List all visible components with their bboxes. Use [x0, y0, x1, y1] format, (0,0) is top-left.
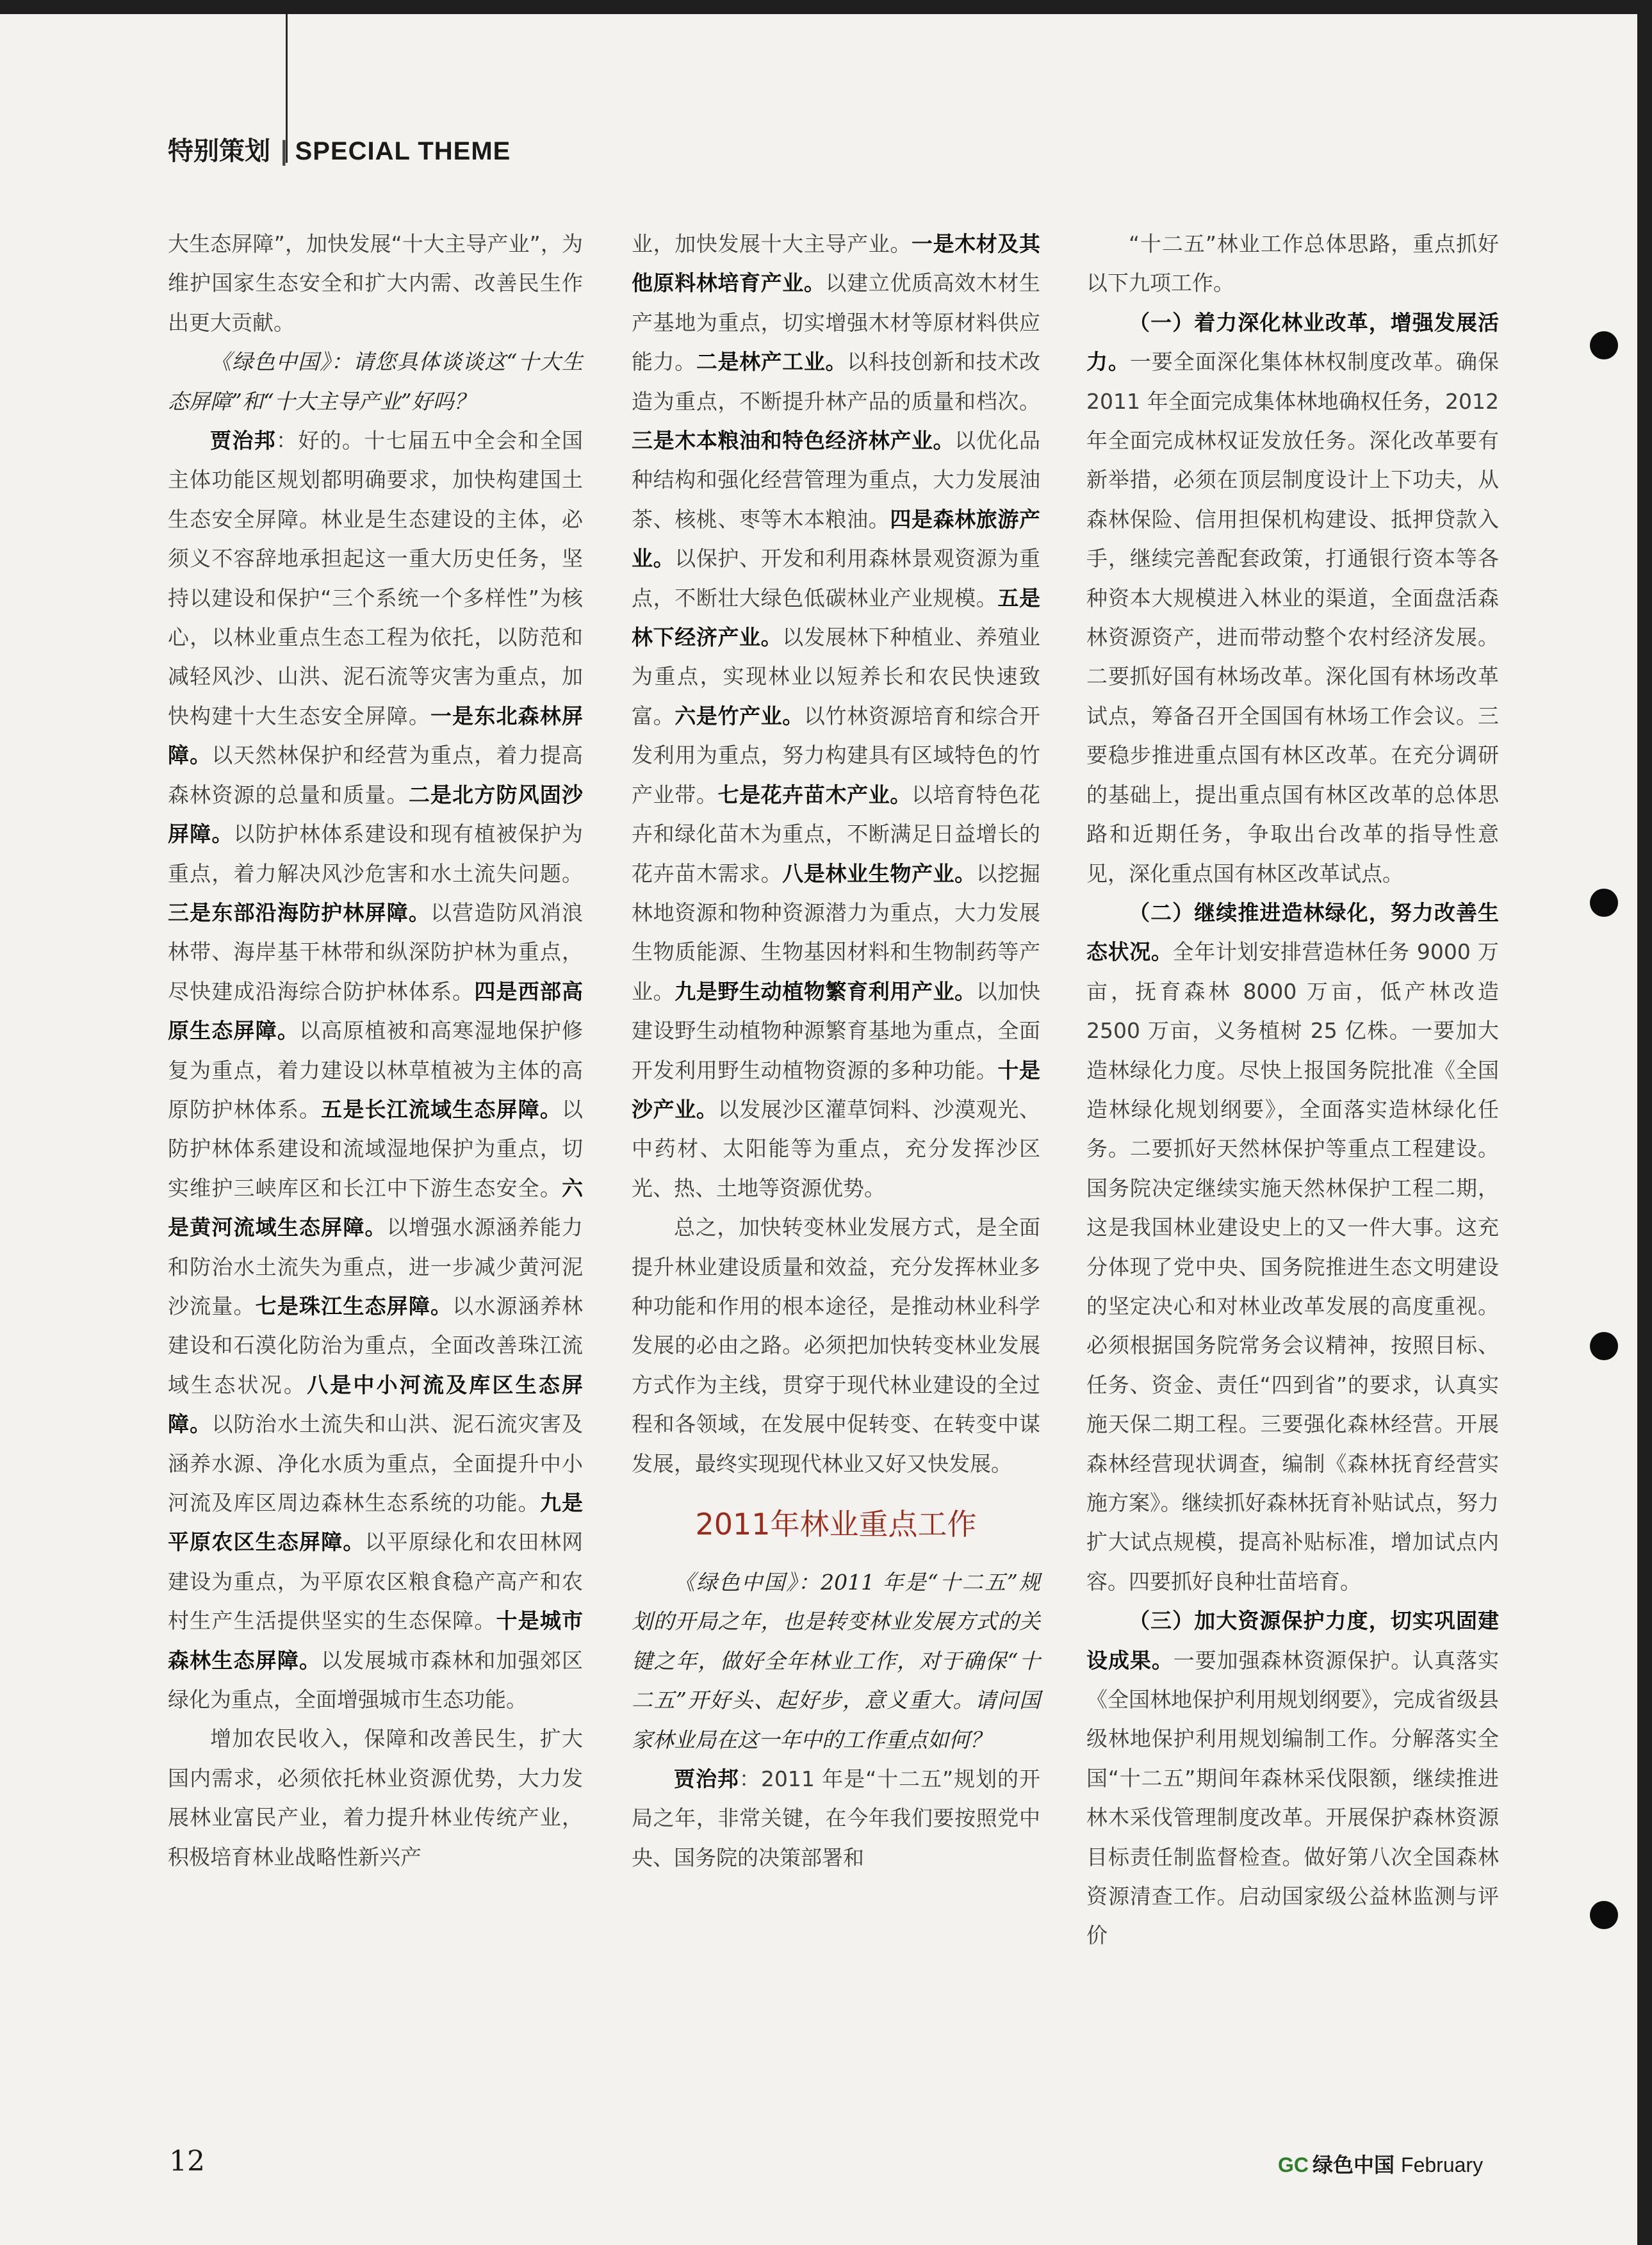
paragraph: 业，加快发展十大主导产业。一是木材及其他原料林培育产业。以建立优质高效木材生产基地为重点，切实增强木材等原材料供应能力。二是林产工业。以科技创新和技术改造为重点，不断提升林产品的质量和档次。三是木本粮油和特色经济林产业。以优化品种结构和强化经营管理为重点，大力发展油茶、核桃、枣等木本粮油。四是森林旅游产业。以保护、开发和利用森林景观资源为重点，不断壮大绿色低碳林业产业规模。五是林下经济产业。以发展林下种植业、养殖业为重点，实现林业以短养长和农民快速致富。六是竹产业。以竹林资源培育和综合开发利用为重点，努力构建具有区域特色的竹产业带。七是花卉苗木产业。以培育特色花卉和绿化苗木为重点，不断满足日益增长的花卉苗木需求。八是林业生物产业。以挖掘林地资源和物种资源潜力为重点，大力发展生物质能源、生物基因材料和生物制药等产业。九是野生动植物繁育利用产业。以加快建设野生动植物种源繁育基地为重点，全面开发利用野生动植物资源的多种功能。十是沙产业。以发展沙区灌草饲料、沙漠观光、中药材、太阳能等为重点，充分发挥沙区光、热、土地等资源优势。 — [632, 231, 1041, 1201]
gc-logo-icon: GC — [1278, 2153, 1309, 2176]
page-number: 12 — [169, 2145, 205, 2178]
text-column-1 — [168, 224, 583, 1877]
issue-month: February — [1401, 2153, 1484, 2176]
paragraph: 总之，加快转变林业发展方式，是全面提升林业建设质量和效益，充分发挥林业多种功能和作用的根本途径，是推动林业科学发展的必由之路。必须把加快转变林业发展方式作为主线，贯穿于现代林业建设的全过程和各领域，在发展中促转变、在转变中谋发展，最终实现现代林业又好又快发展。 — [632, 1215, 1040, 1476]
magazine-footer-brand — [1278, 2149, 1483, 2178]
magazine-page — [0, 14, 1637, 2245]
text-column-2 — [632, 224, 1040, 1877]
section-heading: 2011年林业重点工作 — [695, 1507, 977, 1542]
punch-hole-icon — [1590, 889, 1618, 917]
section-title-en: SPECIAL THEME — [295, 137, 511, 165]
subheading: （一）着力深化林业改革，增强发展活力。 — [1086, 309, 1499, 375]
paragraph: 大生态屏障”，加快发展“十大主导产业”，为维护国家生态安全和扩大内需、改善民生作出更大贡献。 — [168, 231, 583, 335]
paragraph: （三）加大资源保护力度，切实巩固建设成果。一要加强森林资源保护。认真落实《全国林地保护利用规划纲要》，完成省级县级林地保护利用规划编制工作。分解落实全国“十二五”期间年森林采伐限额，继续推进林木采伐管理制度改革。开展保护森林资源目标责任制监督检查。做好第八次全国森林资源清查工作。启动国家级公益林监测与评价 — [1086, 1608, 1500, 1948]
interview-question: 《绿色中国》：请您具体谈谈这“十大生态屏障”和“十大主导产业”好吗？ — [168, 349, 583, 414]
subheading: （二）继续推进造林绿化，努力改善生态状况。 — [1086, 900, 1499, 965]
speaker-name: 贾治邦 — [210, 428, 276, 454]
header-separator: | — [279, 136, 289, 166]
speaker-name: 贾治邦 — [674, 1766, 739, 1792]
paragraph: 贾治邦：2011 年是“十二五”规划的开局之年，非常关键，在今年我们要按照党中央、国务院的决策部署和 — [632, 1766, 1041, 1870]
subheading: （三）加大资源保护力度，切实巩固建设成果。 — [1086, 1608, 1499, 1673]
paragraph: “十二五”林业工作总体思路，重点抓好以下九项工作。 — [1086, 231, 1499, 296]
section-header — [168, 131, 511, 167]
interview-question: 《绿色中国》：2011 年是“十二五”规划的开局之年，也是转变林业发展方式的关键之年，做好全年林业工作，对于确保“十二五”开好头、起好步，意义重大。请问国家林业局在这一年中的工作重点如何？ — [632, 1570, 1040, 1752]
paragraph: 贾治邦：好的。十七届五中全会和全国主体功能区规划都明确要求，加快构建国土生态安全屏障。林业是生态建设的主体，必须义不容辞地承担起这一重大历史任务，坚持以建设和保护“三个系统一个多样性”为核心，以林业重点生态工程为依托，以防范和减轻风沙、山洪、泥石流等灾害为重点，加快构建十大生态安全屏障。一是东北森林屏障。以天然林保护和经营为重点，着力提高森林资源的总量和质量。二是北方防风固沙屏障。以防护林体系建设和现有植被保护为重点，着力解决风沙危害和水土流失问题。三是东部沿海防护林屏障。以营造防风消浪林带、海岸基干林带和纵深防护林为重点，尽快建成沿海综合防护林体系。四是西部高原生态屏障。以高原植被和高寒湿地保护修复为重点，着力建设以林草植被为主体的高原防护林体系。五是长江流域生态屏障。以防护林体系建设和流域湿地保护为重点，切实维护三峡库区和长江中下游生态安全。六是黄河流域生态屏障。以增强水源涵养能力和防治水土流失为重点，进一步减少黄河泥沙流量。七是珠江生态屏障。以水源涵养林建设和石漠化防治为重点，全面改善珠江流域生态状况。八是中小河流及库区生态屏障。以防治水土流失和山洪、泥石流灾害及涵养水源、净化水质为重点，全面提升中小河流及库区周边森林生态系统的功能。九是平原农区生态屏障。以平原绿化和农田林网建设为重点，为平原农区粮食稳产高产和农村生产生活提供坚实的生态保障。十是城市森林生态屏障。以发展城市森林和加强郊区绿化为重点，全面增强城市生态功能。 — [168, 428, 584, 1713]
section-title-cn: 特别策划 — [168, 136, 270, 166]
punch-hole-icon — [1590, 1901, 1618, 1929]
magazine-name: 绿色中国 — [1313, 2153, 1395, 2177]
paragraph: （二）继续推进造林绿化，努力改善生态状况。全年计划安排营造林任务 9000 万亩，抚育森林 8000 万亩，低产林改造 2500 万亩，义务植树 25 亿株。一要加大造林绿化力度。尽快上报国务院批准《全国造林绿化规划纲要》，全面落实造林绿化任务。二要抓好天然林保护等重点工程建设。国务院决定继续实施天然林保护工程二期，这是我国林业建设史上的又一件大事。这充分体现了党中央、国务院推进生态文明建设的坚定决心和对林业改革发展的高度重视。必须根据国务院常务会议精神，按照目标、任务、资金、责任“四到省”的要求，认真实施天保二期工程。三要强化森林经营。开展森林经营现状调查，编制《森林抚育经营实施方案》。继续抓好森林抚育补贴试点，努力扩大试点规模，提高补贴标准，增加试点内容。四要抓好良种壮苗培育。 — [1086, 900, 1500, 1594]
punch-hole-icon — [1590, 331, 1618, 359]
paragraph: 增加农民收入，保障和改善民生，扩大国内需求，必须依托林业资源优势，大力发展林业富民产业，着力提升林业传统产业，积极培育林业战略性新兴产 — [168, 1726, 583, 1870]
paragraph: （一）着力深化林业改革，增强发展活力。一要全面深化集体林权制度改革。确保 2011 年全面完成集体林地确权任务，2012 年全面完成林权证发放任务。深化改革要有新举措，必须在顶层制度设计上下功夫，从森林保险、信用担保机构建设、抵押贷款入手，继续完善配套政策，打通银行资本等各种资本大规模进入林业的渠道，全面盘活森林资源资产，进而带动整个农村经济发展。二要抓好国有林场改革。深化国有林场改革试点，筹备召开全国国有林场工作会议。三要稳步推进重点国有林区改革。在充分调研的基础上，提出重点国有林区改革的总体思路和近期任务，争取出台改革的指导性意见，深化重点国有林区改革试点。 — [1086, 309, 1500, 886]
scan-border — [1637, 0, 1652, 2245]
punch-hole-icon — [1590, 1332, 1618, 1360]
text-column-3 — [1086, 224, 1499, 1955]
